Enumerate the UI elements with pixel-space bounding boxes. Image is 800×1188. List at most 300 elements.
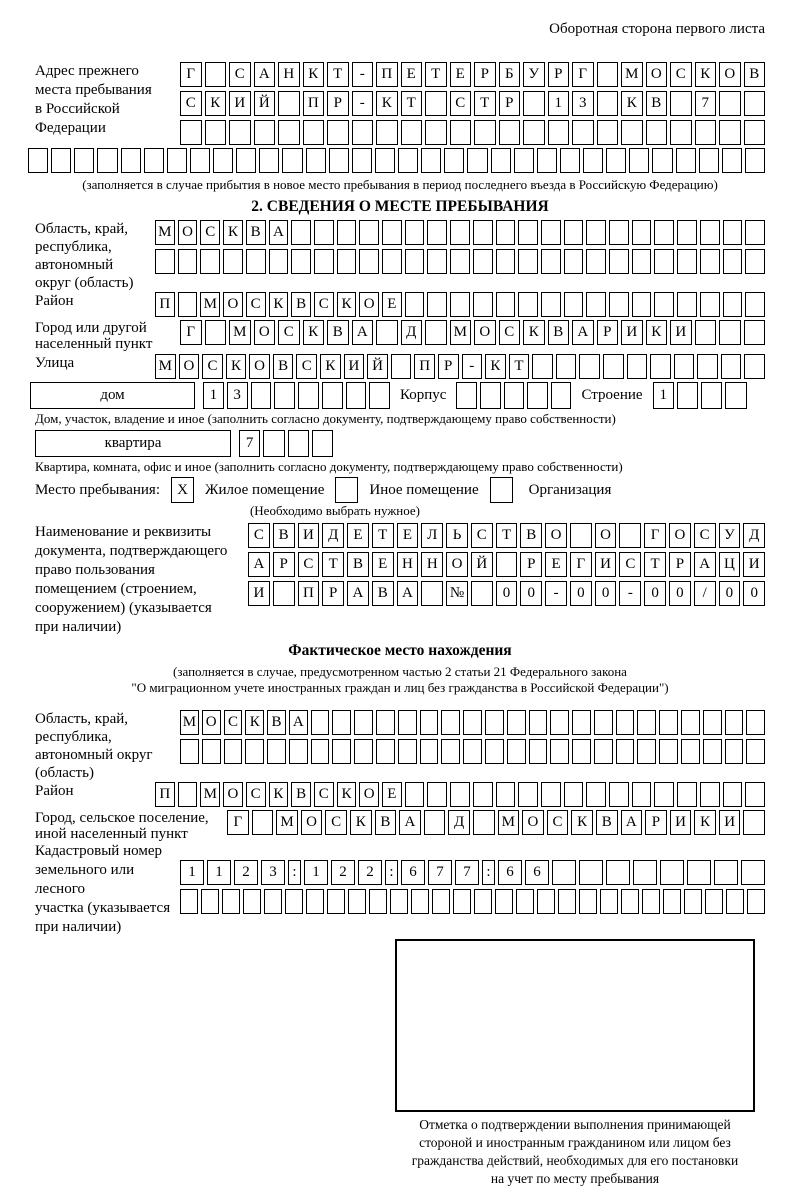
char-cell[interactable]: К — [269, 782, 289, 807]
char-cell[interactable]: Ь — [446, 523, 468, 548]
char-cell[interactable]: Г — [180, 320, 202, 345]
char-cell[interactable]: И — [595, 552, 617, 577]
char-cell[interactable] — [518, 782, 538, 807]
char-cell[interactable] — [223, 249, 243, 274]
char-cell[interactable]: И — [621, 320, 643, 345]
char-cell[interactable]: В — [548, 320, 570, 345]
char-cell[interactable]: О — [522, 810, 544, 835]
char-cell[interactable]: Р — [273, 552, 295, 577]
char-cell[interactable] — [722, 148, 742, 173]
char-cell[interactable] — [291, 220, 311, 245]
char-cell[interactable]: Р — [322, 581, 344, 606]
char-cell[interactable]: А — [248, 552, 270, 577]
char-cell[interactable] — [200, 249, 220, 274]
char-cell[interactable] — [332, 710, 351, 735]
char-cell[interactable] — [616, 710, 635, 735]
char-cell[interactable] — [420, 710, 439, 735]
char-cell[interactable] — [523, 91, 545, 116]
char-cell[interactable] — [352, 120, 374, 145]
char-cell[interactable] — [619, 523, 641, 548]
char-cell[interactable] — [263, 430, 284, 457]
char-cell[interactable] — [354, 710, 373, 735]
char-cell[interactable] — [352, 148, 372, 173]
house-number-cells[interactable] — [203, 382, 390, 409]
char-cell[interactable] — [441, 739, 460, 764]
char-cell[interactable] — [222, 889, 240, 914]
char-cell[interactable]: И — [298, 523, 320, 548]
char-cell[interactable] — [723, 782, 743, 807]
char-cell[interactable] — [444, 148, 464, 173]
char-cell[interactable] — [650, 354, 671, 379]
char-cell[interactable]: Г — [570, 552, 592, 577]
char-cell[interactable]: Н — [421, 552, 443, 577]
char-cell[interactable] — [586, 249, 606, 274]
char-cell[interactable]: К — [694, 810, 716, 835]
char-cell[interactable] — [606, 860, 630, 885]
char-cell[interactable]: 2 — [234, 860, 258, 885]
char-cell[interactable] — [213, 148, 233, 173]
char-cell[interactable] — [450, 782, 470, 807]
char-cell[interactable]: Р — [645, 810, 667, 835]
char-cell[interactable]: 6 — [498, 860, 522, 885]
char-cell[interactable] — [337, 220, 357, 245]
char-cell[interactable]: М — [155, 354, 176, 379]
char-cell[interactable]: Е — [382, 782, 402, 807]
char-cell[interactable]: А — [269, 220, 289, 245]
char-cell[interactable] — [747, 889, 765, 914]
char-cell[interactable] — [450, 292, 470, 317]
char-cell[interactable]: В — [291, 782, 311, 807]
char-cell[interactable] — [660, 860, 684, 885]
char-cell[interactable]: 1 — [203, 382, 224, 409]
char-cell[interactable]: Р — [499, 91, 521, 116]
char-cell[interactable] — [606, 148, 626, 173]
char-cell[interactable] — [719, 320, 741, 345]
char-cell[interactable] — [398, 739, 417, 764]
actual-region-row-1[interactable] — [180, 710, 765, 735]
char-cell[interactable] — [586, 782, 606, 807]
char-cell[interactable] — [391, 354, 412, 379]
char-cell[interactable] — [572, 739, 591, 764]
char-cell[interactable] — [741, 860, 765, 885]
char-cell[interactable] — [705, 889, 723, 914]
char-cell[interactable]: В — [273, 354, 294, 379]
char-cell[interactable] — [586, 220, 606, 245]
char-cell[interactable] — [496, 552, 518, 577]
checkbox-organization[interactable] — [490, 477, 513, 503]
char-cell[interactable] — [609, 292, 629, 317]
char-cell[interactable] — [654, 249, 674, 274]
char-cell[interactable] — [681, 710, 700, 735]
char-cell[interactable] — [485, 739, 504, 764]
char-cell[interactable] — [725, 739, 744, 764]
char-cell[interactable]: Г — [227, 810, 249, 835]
char-cell[interactable]: Т — [509, 354, 530, 379]
char-cell[interactable] — [456, 382, 477, 409]
char-cell[interactable]: В — [273, 523, 295, 548]
char-cell[interactable] — [289, 739, 308, 764]
char-cell[interactable]: О — [249, 354, 270, 379]
char-cell[interactable]: А — [254, 62, 276, 87]
char-cell[interactable] — [376, 120, 398, 145]
char-cell[interactable] — [496, 782, 516, 807]
char-cell[interactable]: С — [314, 292, 334, 317]
char-cell[interactable] — [579, 354, 600, 379]
char-cell[interactable] — [719, 120, 741, 145]
char-cell[interactable]: О — [719, 62, 741, 87]
char-cell[interactable] — [723, 249, 743, 274]
char-cell[interactable]: А — [572, 320, 594, 345]
char-cell[interactable]: И — [670, 810, 692, 835]
char-cell[interactable] — [527, 382, 548, 409]
char-cell[interactable]: Й — [471, 552, 493, 577]
char-cell[interactable]: О — [301, 810, 323, 835]
char-cell[interactable]: К — [523, 320, 545, 345]
char-cell[interactable] — [144, 148, 164, 173]
char-cell[interactable]: С — [224, 710, 243, 735]
char-cell[interactable] — [541, 220, 561, 245]
char-cell[interactable] — [74, 148, 94, 173]
char-cell[interactable] — [298, 382, 319, 409]
char-cell[interactable] — [375, 148, 395, 173]
char-cell[interactable]: 6 — [525, 860, 549, 885]
char-cell[interactable]: К — [571, 810, 593, 835]
char-cell[interactable]: А — [694, 552, 716, 577]
char-cell[interactable] — [550, 739, 569, 764]
region-row-1[interactable] — [155, 220, 765, 245]
char-cell[interactable] — [697, 354, 718, 379]
char-cell[interactable]: Т — [372, 523, 394, 548]
char-cell[interactable]: К — [245, 710, 264, 735]
char-cell[interactable] — [514, 148, 534, 173]
char-cell[interactable] — [518, 292, 538, 317]
char-cell[interactable] — [523, 120, 545, 145]
char-cell[interactable] — [633, 860, 657, 885]
char-cell[interactable] — [243, 889, 261, 914]
char-cell[interactable]: Й — [367, 354, 388, 379]
char-cell[interactable] — [654, 782, 674, 807]
char-cell[interactable]: К — [269, 292, 289, 317]
char-cell[interactable]: К — [621, 91, 643, 116]
char-cell[interactable]: В — [246, 220, 266, 245]
char-cell[interactable] — [251, 382, 272, 409]
char-cell[interactable] — [278, 120, 300, 145]
char-cell[interactable]: Д — [448, 810, 470, 835]
char-cell[interactable] — [245, 739, 264, 764]
char-cell[interactable]: К — [695, 62, 717, 87]
char-cell[interactable]: П — [303, 91, 325, 116]
char-cell[interactable] — [425, 91, 447, 116]
char-cell[interactable] — [28, 148, 48, 173]
char-cell[interactable] — [398, 148, 418, 173]
char-cell[interactable] — [369, 889, 387, 914]
char-cell[interactable] — [550, 710, 569, 735]
char-cell[interactable] — [723, 292, 743, 317]
char-cell[interactable] — [703, 710, 722, 735]
char-cell[interactable]: 6 — [401, 860, 425, 885]
char-cell[interactable] — [594, 710, 613, 735]
char-cell[interactable]: О — [359, 782, 379, 807]
char-cell[interactable]: К — [646, 320, 668, 345]
char-cell[interactable] — [681, 739, 700, 764]
char-cell[interactable] — [603, 354, 624, 379]
char-cell[interactable] — [205, 320, 227, 345]
char-cell[interactable]: М — [498, 810, 520, 835]
char-cell[interactable]: 7 — [239, 430, 260, 457]
char-cell[interactable]: Г — [644, 523, 666, 548]
char-cell[interactable]: К — [337, 782, 357, 807]
char-cell[interactable] — [700, 249, 720, 274]
char-cell[interactable]: В — [744, 62, 766, 87]
char-cell[interactable] — [719, 91, 741, 116]
char-cell[interactable]: О — [178, 220, 198, 245]
char-cell[interactable] — [254, 120, 276, 145]
document-row-1[interactable] — [248, 523, 765, 548]
char-cell[interactable]: Р — [520, 552, 542, 577]
char-cell[interactable]: Л — [421, 523, 443, 548]
char-cell[interactable] — [354, 739, 373, 764]
char-cell[interactable]: С — [248, 523, 270, 548]
char-cell[interactable] — [560, 148, 580, 173]
char-cell[interactable]: Д — [401, 320, 423, 345]
char-cell[interactable] — [473, 220, 493, 245]
apartment-type-box[interactable]: квартира — [35, 430, 231, 457]
char-cell[interactable]: К — [303, 320, 325, 345]
char-cell[interactable] — [677, 220, 697, 245]
char-cell[interactable] — [376, 739, 395, 764]
char-cell[interactable]: М — [200, 292, 220, 317]
char-cell[interactable] — [745, 292, 765, 317]
char-cell[interactable]: О — [646, 62, 668, 87]
char-cell[interactable]: Т — [327, 62, 349, 87]
char-cell[interactable] — [548, 120, 570, 145]
char-cell[interactable] — [701, 382, 722, 409]
char-cell[interactable]: О — [446, 552, 468, 577]
char-cell[interactable] — [348, 889, 366, 914]
char-cell[interactable]: 2 — [358, 860, 382, 885]
actual-region-row-2[interactable] — [180, 739, 765, 764]
char-cell[interactable] — [723, 220, 743, 245]
char-cell[interactable]: Т — [644, 552, 666, 577]
char-cell[interactable] — [537, 148, 557, 173]
char-cell[interactable] — [178, 782, 198, 807]
char-cell[interactable] — [677, 782, 697, 807]
char-cell[interactable]: О — [202, 710, 221, 735]
char-cell[interactable]: О — [474, 320, 496, 345]
char-cell[interactable] — [205, 120, 227, 145]
char-cell[interactable] — [659, 739, 678, 764]
char-cell[interactable] — [677, 292, 697, 317]
char-cell[interactable] — [670, 120, 692, 145]
char-cell[interactable]: 0 — [719, 581, 741, 606]
char-cell[interactable] — [541, 292, 561, 317]
char-cell[interactable] — [744, 120, 766, 145]
char-cell[interactable]: П — [376, 62, 398, 87]
char-cell[interactable]: Р — [548, 62, 570, 87]
char-cell[interactable]: Т — [322, 552, 344, 577]
char-cell[interactable]: Е — [545, 552, 567, 577]
char-cell[interactable] — [224, 739, 243, 764]
char-cell[interactable] — [496, 249, 516, 274]
char-cell[interactable] — [252, 810, 274, 835]
char-cell[interactable] — [376, 710, 395, 735]
char-cell[interactable] — [427, 292, 447, 317]
char-cell[interactable]: Р — [327, 91, 349, 116]
char-cell[interactable] — [467, 148, 487, 173]
char-cell[interactable]: С — [180, 91, 202, 116]
char-cell[interactable] — [180, 739, 199, 764]
char-cell[interactable] — [269, 249, 289, 274]
char-cell[interactable] — [273, 581, 295, 606]
char-cell[interactable]: М — [276, 810, 298, 835]
char-cell[interactable] — [726, 889, 744, 914]
char-cell[interactable]: Г — [572, 62, 594, 87]
char-cell[interactable] — [425, 320, 447, 345]
char-cell[interactable] — [725, 382, 746, 409]
char-cell[interactable]: М — [180, 710, 199, 735]
char-cell[interactable] — [420, 739, 439, 764]
char-cell[interactable] — [205, 62, 227, 87]
char-cell[interactable]: Т — [401, 91, 423, 116]
char-cell[interactable] — [659, 710, 678, 735]
char-cell[interactable] — [507, 710, 526, 735]
char-cell[interactable]: Ц — [719, 552, 741, 577]
char-cell[interactable]: М — [200, 782, 220, 807]
char-cell[interactable] — [646, 120, 668, 145]
char-cell[interactable] — [229, 120, 251, 145]
char-cell[interactable] — [700, 782, 720, 807]
char-cell[interactable]: Д — [743, 523, 765, 548]
char-cell[interactable] — [471, 581, 493, 606]
char-cell[interactable] — [450, 120, 472, 145]
char-cell[interactable] — [427, 220, 447, 245]
char-cell[interactable] — [369, 382, 390, 409]
char-cell[interactable] — [359, 249, 379, 274]
char-cell[interactable]: С — [246, 292, 266, 317]
char-cell[interactable] — [677, 382, 698, 409]
char-cell[interactable]: В — [327, 320, 349, 345]
char-cell[interactable] — [312, 430, 333, 457]
char-cell[interactable]: С — [325, 810, 347, 835]
char-cell[interactable] — [699, 148, 719, 173]
char-cell[interactable] — [474, 889, 492, 914]
prev-address-row-4[interactable] — [28, 148, 765, 173]
char-cell[interactable] — [121, 148, 141, 173]
cadastral-row-2[interactable] — [180, 889, 765, 914]
char-cell[interactable]: А — [399, 810, 421, 835]
char-cell[interactable] — [746, 710, 765, 735]
char-cell[interactable] — [346, 382, 367, 409]
char-cell[interactable] — [382, 249, 402, 274]
char-cell[interactable]: В — [520, 523, 542, 548]
char-cell[interactable]: И — [248, 581, 270, 606]
char-cell[interactable]: А — [352, 320, 374, 345]
char-cell[interactable]: Е — [372, 552, 394, 577]
char-cell[interactable] — [642, 889, 660, 914]
char-cell[interactable]: В — [267, 710, 286, 735]
char-cell[interactable] — [491, 148, 511, 173]
char-cell[interactable] — [572, 710, 591, 735]
char-cell[interactable] — [405, 249, 425, 274]
char-cell[interactable]: И — [229, 91, 251, 116]
actual-district-row[interactable] — [155, 782, 765, 807]
char-cell[interactable] — [421, 148, 441, 173]
char-cell[interactable]: Е — [382, 292, 402, 317]
char-cell[interactable]: У — [523, 62, 545, 87]
char-cell[interactable] — [473, 810, 495, 835]
char-cell[interactable]: Б — [499, 62, 521, 87]
char-cell[interactable]: О — [669, 523, 691, 548]
char-cell[interactable]: А — [397, 581, 419, 606]
char-cell[interactable] — [473, 292, 493, 317]
char-cell[interactable] — [629, 148, 649, 173]
char-cell[interactable] — [202, 739, 221, 764]
char-cell[interactable] — [744, 320, 766, 345]
char-cell[interactable]: Р — [474, 62, 496, 87]
char-cell[interactable]: У — [719, 523, 741, 548]
char-cell[interactable] — [401, 120, 423, 145]
char-cell[interactable]: И — [344, 354, 365, 379]
prev-address-row-2[interactable] — [180, 91, 765, 116]
char-cell[interactable]: К — [376, 91, 398, 116]
char-cell[interactable]: Н — [278, 62, 300, 87]
char-cell[interactable]: В — [646, 91, 668, 116]
char-cell[interactable]: И — [743, 552, 765, 577]
char-cell[interactable]: О — [254, 320, 276, 345]
char-cell[interactable] — [652, 148, 672, 173]
char-cell[interactable] — [485, 710, 504, 735]
char-cell[interactable]: С — [450, 91, 472, 116]
char-cell[interactable]: 3 — [572, 91, 594, 116]
char-cell[interactable] — [654, 220, 674, 245]
char-cell[interactable] — [180, 889, 198, 914]
korpus-cells[interactable] — [456, 382, 571, 409]
char-cell[interactable] — [721, 354, 742, 379]
char-cell[interactable] — [627, 354, 648, 379]
char-cell[interactable] — [695, 320, 717, 345]
char-cell[interactable] — [537, 889, 555, 914]
char-cell[interactable] — [463, 739, 482, 764]
char-cell[interactable] — [684, 889, 702, 914]
char-cell[interactable]: Р — [438, 354, 459, 379]
char-cell[interactable]: 0 — [669, 581, 691, 606]
char-cell[interactable] — [405, 782, 425, 807]
char-cell[interactable]: - — [462, 354, 483, 379]
char-cell[interactable]: С — [471, 523, 493, 548]
char-cell[interactable]: А — [289, 710, 308, 735]
char-cell[interactable] — [311, 710, 330, 735]
char-cell[interactable] — [499, 120, 521, 145]
region-row-2[interactable] — [155, 249, 765, 274]
char-cell[interactable] — [496, 292, 516, 317]
char-cell[interactable]: 0 — [743, 581, 765, 606]
char-cell[interactable]: Й — [254, 91, 276, 116]
char-cell[interactable] — [441, 710, 460, 735]
char-cell[interactable] — [327, 120, 349, 145]
char-cell[interactable]: С — [499, 320, 521, 345]
char-cell[interactable] — [97, 148, 117, 173]
char-cell[interactable]: С — [670, 62, 692, 87]
char-cell[interactable]: К — [205, 91, 227, 116]
char-cell[interactable] — [703, 739, 722, 764]
char-cell[interactable]: 0 — [496, 581, 518, 606]
char-cell[interactable] — [332, 739, 351, 764]
char-cell[interactable]: О — [545, 523, 567, 548]
char-cell[interactable]: К — [337, 292, 357, 317]
char-cell[interactable]: П — [155, 782, 175, 807]
char-cell[interactable]: С — [246, 782, 266, 807]
char-cell[interactable] — [327, 889, 345, 914]
